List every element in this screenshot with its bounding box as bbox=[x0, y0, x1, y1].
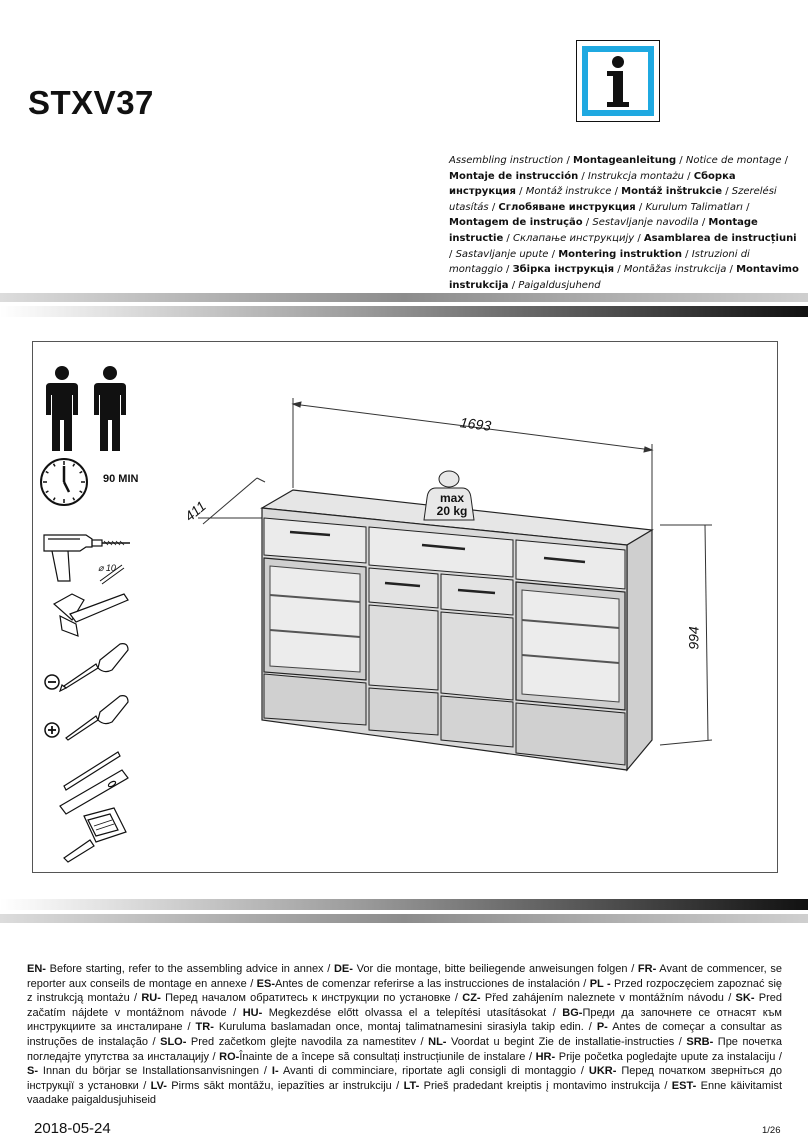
language-title: Montagem de instrução bbox=[449, 217, 583, 229]
language-note: Перед початком зверніться до інструкції з установки / bbox=[27, 1065, 782, 1092]
language-note: Kuruluma baslamadan once, montaj talimatnamesini sirasiyla takip edin. / bbox=[213, 1021, 597, 1034]
language-code: P- bbox=[596, 1021, 608, 1034]
language-title: Сглобяване инструкция bbox=[498, 201, 636, 213]
clock-icon bbox=[38, 456, 90, 508]
language-note: Înainte de a începe să consultați instrucțiunile de instalare / bbox=[239, 1050, 536, 1063]
language-note: Innan du börjar se Installationsanvisningen / bbox=[38, 1065, 272, 1078]
language-code: NL- bbox=[428, 1035, 447, 1048]
language-title: Istruzioni di montaggio bbox=[449, 248, 750, 276]
phillips-screwdriver-icon bbox=[42, 690, 134, 744]
language-note: Avanti di comminciare, riportate agli consigli di montaggio / bbox=[278, 1065, 589, 1078]
language-title: Sastavljanje upute bbox=[455, 248, 549, 260]
dimension-depth: 411 bbox=[181, 497, 209, 525]
language-title: Montāžas instrukcija bbox=[623, 264, 727, 276]
language-note: Перед началом обратитесь к инструкции по установке / bbox=[160, 992, 463, 1005]
language-list: Assembling instruction / Montageanleitung / Notice de montage / Montaje de instrucción / Instrukcja montażu / Сборка инструкция / Montáž instrukce / Montáž inštrukcie / Szerelési utasítás / Сглобяване инструкция / Kurulum Talimatları / Montagem de instrução / Sestavljanje navodila / Montage instructie / Склапање инструкцију / Asamblarea de instrucțiuni / Sastavljanje upute / Montering instruktion / Istruzioni di montaggio / Збірка інструкція / Montāžas instrukcija / Montavimo instrukcija / Paigaldusjuhend bbox=[449, 155, 799, 291]
language-note: Voordat u begint Zie de installatie-instructies / bbox=[446, 1035, 687, 1048]
language-title: Сборка инструкция bbox=[449, 170, 736, 198]
language-title: Montage instructie bbox=[449, 217, 758, 244]
language-note: Avant de commencer, se reporter aux conseils de montage en annexe / bbox=[27, 963, 783, 990]
language-code: SLO- bbox=[160, 1035, 187, 1048]
model-title: STXV37 bbox=[28, 84, 154, 121]
language-title: Montáž inštrukcie bbox=[621, 186, 723, 198]
language-code: PL - bbox=[589, 977, 611, 990]
multilanguage-note bbox=[27, 962, 782, 1108]
language-note: Before starting, refer to the assembling advice in annex / bbox=[45, 963, 334, 975]
language-code: HU- bbox=[242, 1006, 263, 1019]
two-persons-icon bbox=[44, 365, 130, 455]
language-code: LV- bbox=[150, 1079, 167, 1092]
language-title: Szerelési utasítás bbox=[449, 186, 777, 213]
dimension-height: 994 bbox=[685, 626, 702, 650]
language-title: Paigaldusjuhend bbox=[518, 279, 601, 291]
language-code: TR- bbox=[195, 1021, 214, 1034]
language-note: Pred začatím nájdete v montážnom návode / bbox=[27, 992, 783, 1019]
language-title: Asamblarea de instrucțiuni bbox=[643, 232, 797, 244]
language-note: Prije početka pogledajte upute za instalaciju / bbox=[555, 1050, 782, 1063]
weight-label-kg: 20 kg bbox=[436, 504, 468, 518]
language-code: RU- bbox=[141, 992, 161, 1005]
language-note: Преди да започнете се отнасят към инструкциите за инсталиране / bbox=[27, 1006, 782, 1034]
language-note: Megkezdése előtt olvassa el a telepítési utasításokat / bbox=[262, 1006, 563, 1019]
language-title: Instrukcja montażu bbox=[587, 170, 684, 182]
language-title: Montaje de instrucción bbox=[449, 170, 579, 182]
language-title: Збірка інструкція bbox=[512, 264, 615, 276]
dimension-width: 1693 bbox=[459, 414, 493, 434]
language-code: S- bbox=[27, 1065, 38, 1078]
info-icon bbox=[576, 40, 660, 122]
language-code: HR- bbox=[535, 1050, 556, 1063]
language-title: Notice de montage bbox=[685, 155, 782, 166]
language-code: UKR- bbox=[588, 1065, 617, 1078]
language-note: Prieš pradedant kreiptis į montavimo instrukcija / bbox=[419, 1079, 672, 1092]
language-title: Sestavljanje navodila bbox=[592, 217, 699, 229]
language-code: SK- bbox=[735, 992, 755, 1005]
language-note: Enne käivitamist vaadake paigaldusjuhiseid bbox=[27, 1079, 783, 1107]
language-code: LT- bbox=[403, 1079, 420, 1092]
language-note: Vor die montage, bitte beiliegende anweisungen folgen / bbox=[352, 963, 638, 975]
language-note: Před zahájením naleznete v montážním návodu / bbox=[480, 992, 736, 1005]
language-title: Assembling instruction bbox=[449, 155, 564, 166]
language-note: Pirms sākt montāžu, iepazīties ar instrukciju / bbox=[166, 1079, 404, 1092]
language-code: SRB- bbox=[686, 1035, 714, 1048]
document-date: 2018-05-24 bbox=[34, 1120, 111, 1137]
language-note: Pred začetkom glejte navodila za namestitev / bbox=[186, 1035, 429, 1048]
language-code: FR- bbox=[637, 963, 657, 975]
weight-label-max: max bbox=[439, 491, 465, 505]
language-note: Antes de começar a consultar as instruções de instalação / bbox=[27, 1021, 782, 1048]
language-title: Montageanleitung bbox=[573, 155, 677, 166]
language-code: EST- bbox=[671, 1079, 697, 1092]
drill-icon bbox=[40, 525, 132, 587]
language-title: Kurulum Talimatları bbox=[645, 201, 743, 213]
language-note: Antes de comenzar referirse a las instrucciones de instalación / bbox=[275, 977, 590, 990]
drill-bit-size: ⌀ 10 bbox=[98, 563, 116, 573]
language-title: Склапање инструкцију bbox=[512, 232, 635, 244]
header-divider bbox=[0, 290, 808, 320]
hammer-icon bbox=[50, 590, 130, 642]
footer-divider bbox=[0, 897, 808, 927]
language-title: Montáž instrukce bbox=[525, 186, 612, 198]
language-code: CZ- bbox=[462, 992, 481, 1005]
sideboard-drawing bbox=[140, 380, 770, 780]
assembly-time: 90 MIN bbox=[103, 473, 139, 485]
language-code: DE- bbox=[333, 963, 353, 975]
language-title: Montering instruktion bbox=[558, 248, 682, 260]
language-note: Przed rozpoczęciem zapoznać się z instrukcją montażu / bbox=[27, 977, 783, 1005]
tape-measure-icon bbox=[60, 806, 136, 866]
language-code: ES- bbox=[256, 977, 275, 990]
page-number: 1/26 bbox=[762, 1125, 781, 1136]
language-note: Пре почетка погледајте упутства за инсталацију / bbox=[27, 1035, 782, 1063]
language-code: EN- bbox=[27, 963, 46, 975]
flat-screwdriver-icon bbox=[42, 640, 134, 692]
language-title: Montavimo instrukcija bbox=[449, 264, 799, 291]
language-code: BG- bbox=[562, 1006, 583, 1019]
language-code: I- bbox=[271, 1065, 279, 1078]
language-code: RO- bbox=[219, 1050, 240, 1063]
